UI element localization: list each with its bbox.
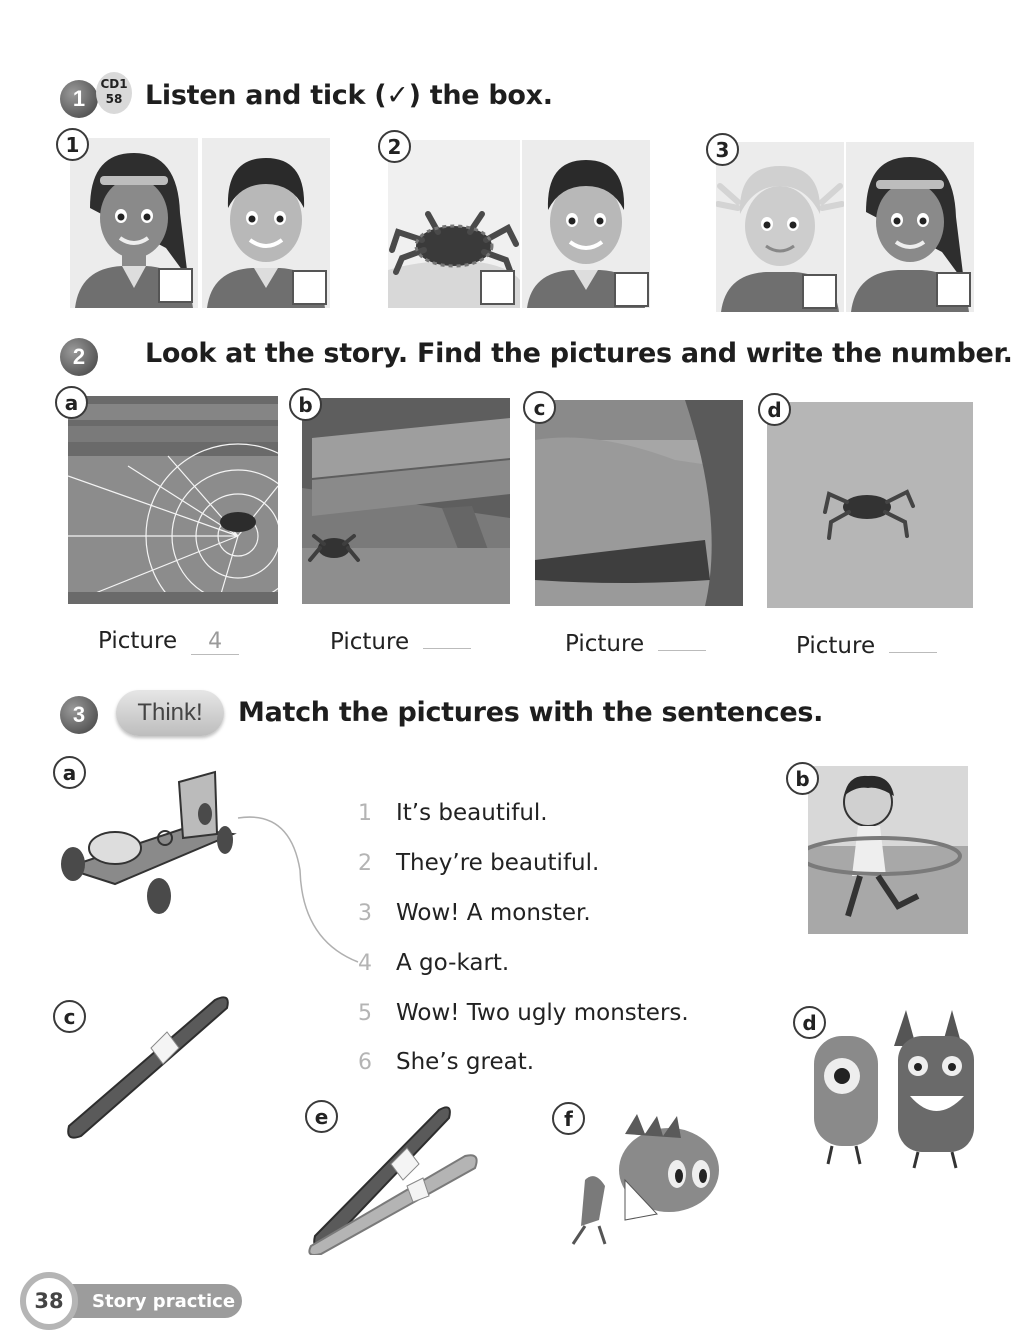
group-label-2: 2 xyxy=(378,130,411,163)
sentence-number-6: 6 xyxy=(358,1050,372,1075)
answer-field-b[interactable] xyxy=(423,648,471,649)
section-name: Story practice xyxy=(92,1290,236,1312)
two-monsters-picture xyxy=(802,1006,982,1176)
sentence-number-4: 4 xyxy=(358,951,372,976)
sentence-1 xyxy=(358,800,548,826)
sentence-text-2: They’re beautiful. xyxy=(396,850,600,876)
spider-web-under-bench-photo xyxy=(68,396,278,604)
tickbox-2b[interactable] xyxy=(614,272,649,307)
cd-label: CD1 xyxy=(100,77,128,91)
sentence-6 xyxy=(358,1049,534,1075)
girl-hula-hoop-picture xyxy=(808,766,968,934)
picture-answer-c xyxy=(565,631,706,657)
tickbox-3b[interactable] xyxy=(936,272,971,307)
sentence-2 xyxy=(358,850,599,876)
match-label-e: e xyxy=(305,1100,338,1133)
picture-answer-b xyxy=(330,629,471,655)
track-label: 58 xyxy=(105,92,123,106)
exercise-2-number: 2 xyxy=(60,338,98,376)
picture-label-b: b xyxy=(289,388,322,421)
sentence-number-1: 1 xyxy=(358,801,372,826)
sentence-text-3: Wow! A monster. xyxy=(396,900,591,926)
picture-label-c: c xyxy=(523,391,556,424)
sentence-5 xyxy=(358,1000,689,1026)
exercise-3-title: Match the pictures with the sentences. xyxy=(238,697,824,728)
group-label-3: 3 xyxy=(706,133,739,166)
group-label-1: 1 xyxy=(56,128,89,161)
spider-on-grass-photo xyxy=(767,402,973,608)
page-number: 38 xyxy=(20,1272,78,1330)
cd-track-badge xyxy=(96,72,132,114)
monster-picture xyxy=(565,1110,725,1250)
match-label-b: b xyxy=(786,762,819,795)
tickbox-1b[interactable] xyxy=(292,270,327,305)
sentence-text-4: A go-kart. xyxy=(396,950,510,976)
answer-field-d[interactable] xyxy=(889,652,937,653)
picture-word-b: Picture xyxy=(330,629,410,655)
sentence-3 xyxy=(358,900,591,926)
section-name-bar xyxy=(58,1284,242,1318)
picture-answer-d xyxy=(796,633,937,659)
exercise-1-title: Listen and tick (✓) the box. xyxy=(145,80,553,111)
sentence-4 xyxy=(358,950,509,976)
picture-label-a: a xyxy=(55,386,88,419)
exercise-2-title: Look at the story. Find the pictures and write the number. xyxy=(145,338,1013,369)
tickbox-3a[interactable] xyxy=(802,274,837,309)
think-badge: Think! xyxy=(116,690,224,736)
sentence-text-6: She’s great. xyxy=(396,1049,535,1075)
exercise-1-number: 1 xyxy=(60,80,98,118)
tickbox-2a[interactable] xyxy=(480,270,515,305)
answer-field-a[interactable]: 4 xyxy=(191,629,239,655)
sentence-text-1: It’s beautiful. xyxy=(396,800,548,826)
go-kart-picture xyxy=(55,768,240,918)
match-label-f: f xyxy=(552,1102,585,1135)
sentence-number-2: 2 xyxy=(358,851,372,876)
match-line-a-4 xyxy=(230,810,370,970)
picture-word-d: Picture xyxy=(796,633,876,659)
picture-label-d: d xyxy=(758,393,791,426)
sentence-number-3: 3 xyxy=(358,901,372,926)
match-label-d: d xyxy=(793,1006,826,1039)
picture-word-a: Picture xyxy=(98,628,178,654)
match-label-c: c xyxy=(53,1000,86,1033)
sentence-text-5: Wow! Two ugly monsters. xyxy=(396,1000,689,1026)
many-spiders-photo xyxy=(535,400,743,606)
spider-by-bench-photo xyxy=(302,398,510,604)
match-label-a: a xyxy=(53,756,86,789)
exercise-3-number: 3 xyxy=(60,696,98,734)
picture-word-c: Picture xyxy=(565,631,645,657)
picture-answer-a xyxy=(98,628,239,655)
answer-field-c[interactable] xyxy=(658,650,706,651)
sentence-number-5: 5 xyxy=(358,1001,372,1026)
tickbox-1a[interactable] xyxy=(158,268,193,303)
